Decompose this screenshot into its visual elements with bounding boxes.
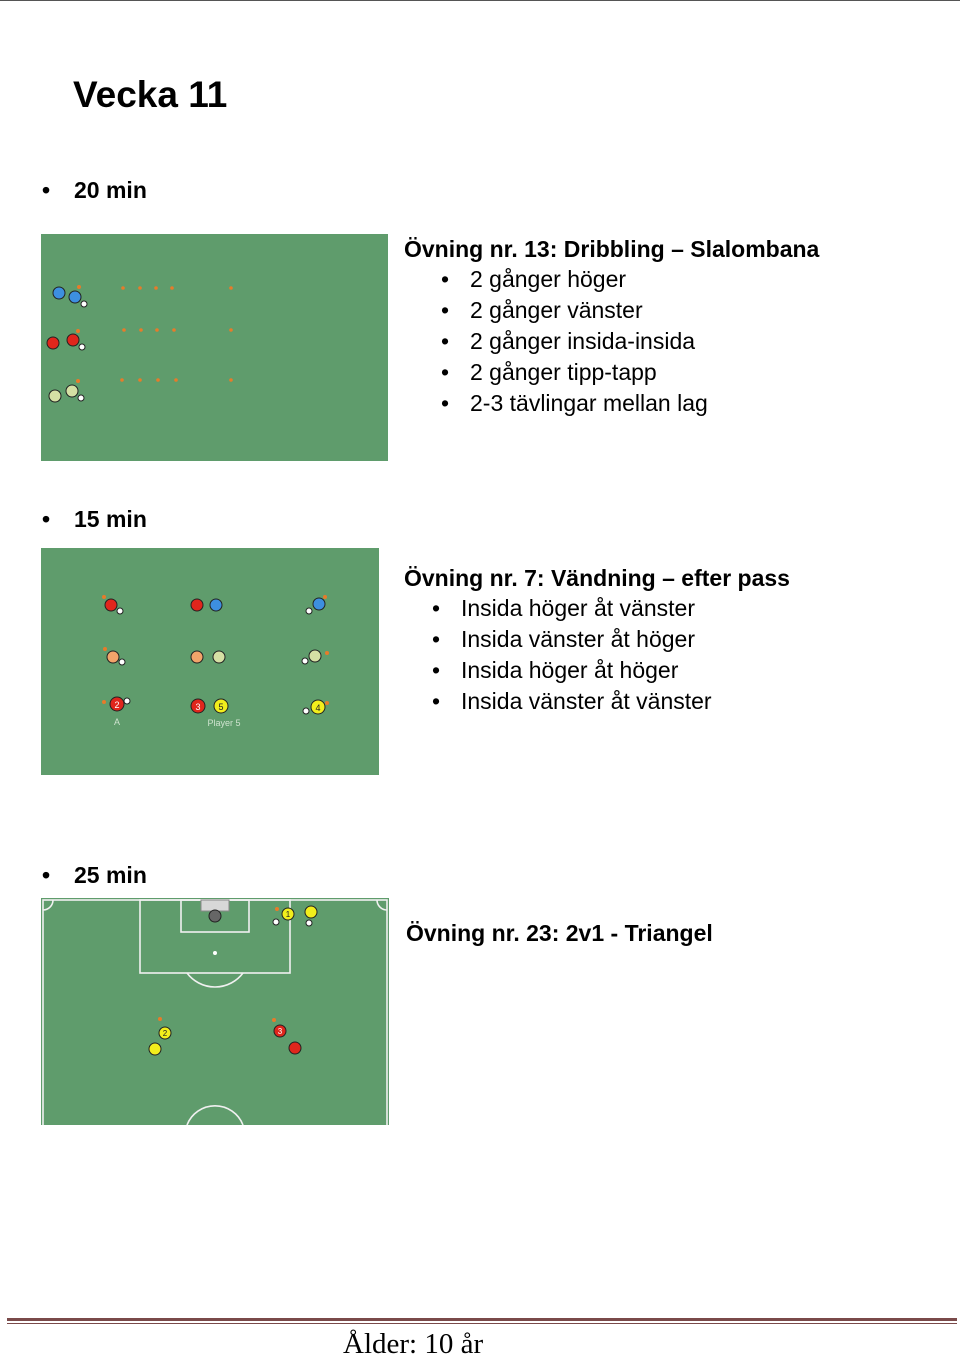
cone-icon bbox=[325, 651, 329, 655]
cone-icon bbox=[121, 286, 125, 290]
cone-icon bbox=[122, 328, 126, 332]
player-blue bbox=[69, 291, 81, 303]
player-2-label: 2 bbox=[114, 700, 120, 710]
ball-icon bbox=[306, 608, 312, 614]
top-rule bbox=[0, 0, 960, 1]
player-3-label: 3 bbox=[195, 702, 201, 712]
field-background bbox=[41, 234, 388, 461]
ball-icon bbox=[124, 698, 130, 704]
page-title: Vecka 11 bbox=[73, 74, 228, 115]
slalom-field-diagram bbox=[41, 234, 388, 461]
cone-icon bbox=[275, 907, 279, 911]
cone-icon bbox=[120, 378, 124, 382]
cone-icon bbox=[229, 378, 233, 382]
cone-icon bbox=[229, 328, 233, 332]
bullet-icon: • bbox=[432, 626, 441, 652]
list-item: • Insida vänster åt höger bbox=[432, 624, 712, 655]
bullet-icon: • bbox=[441, 266, 450, 292]
player-red bbox=[67, 334, 79, 346]
player-5-label: 5 bbox=[218, 702, 224, 712]
footer-rule bbox=[7, 1318, 957, 1321]
ball-icon bbox=[78, 395, 84, 401]
exercise-7-list bbox=[432, 593, 712, 717]
ball-icon bbox=[79, 344, 85, 350]
cone-icon bbox=[138, 286, 142, 290]
player-yellow bbox=[149, 1043, 161, 1055]
bullet-icon: • bbox=[42, 862, 51, 888]
goal-icon bbox=[201, 900, 229, 911]
player-4-label: 4 bbox=[315, 703, 321, 713]
pitch-diagram bbox=[41, 898, 389, 1125]
label-a: A bbox=[113, 717, 121, 727]
goalkeeper bbox=[209, 910, 221, 922]
list-item: • 2 gånger höger bbox=[441, 264, 708, 295]
exercise-7-title: Övning nr. 7: Vändning – efter pass bbox=[404, 565, 790, 591]
footer-rule-thin bbox=[7, 1323, 957, 1324]
bullet-icon: • bbox=[42, 506, 51, 532]
player-yellow bbox=[305, 906, 317, 918]
bullet-icon: • bbox=[441, 328, 450, 354]
cone-icon bbox=[158, 1017, 162, 1021]
cone-icon bbox=[103, 647, 107, 651]
cone-icon bbox=[77, 285, 81, 289]
player-red bbox=[47, 337, 59, 349]
bullet-icon: • bbox=[432, 657, 441, 683]
ball-icon bbox=[273, 919, 279, 925]
player-pale bbox=[49, 390, 61, 402]
cone-icon bbox=[76, 329, 80, 333]
cone-icon bbox=[102, 595, 106, 599]
ball-icon bbox=[306, 920, 312, 926]
bullet-icon: • bbox=[441, 297, 450, 323]
player-2-label: 2 bbox=[162, 1029, 168, 1038]
penalty-spot bbox=[213, 951, 217, 955]
ball-icon bbox=[303, 708, 309, 714]
list-item: • Insida vänster åt vänster bbox=[432, 686, 712, 717]
exercise-13-list bbox=[441, 264, 708, 419]
player-pale bbox=[213, 651, 225, 663]
cone-icon bbox=[156, 378, 160, 382]
player-red bbox=[289, 1042, 301, 1054]
cone-icon bbox=[139, 328, 143, 332]
field-background bbox=[41, 548, 379, 775]
cone-icon bbox=[155, 328, 159, 332]
player-pale bbox=[66, 385, 78, 397]
cone-icon bbox=[138, 378, 142, 382]
label-player5: Player 5 bbox=[207, 718, 241, 728]
player-orange bbox=[191, 651, 203, 663]
ball-icon bbox=[119, 659, 125, 665]
player-red bbox=[191, 599, 203, 611]
cone-icon bbox=[174, 378, 178, 382]
player-3-label: 3 bbox=[277, 1027, 283, 1036]
cone-icon bbox=[323, 595, 327, 599]
bullet-icon: • bbox=[441, 390, 450, 416]
list-item: • 2 gånger tipp-tapp bbox=[441, 357, 708, 388]
cone-icon bbox=[154, 286, 158, 290]
player-blue bbox=[210, 599, 222, 611]
cone-icon bbox=[76, 379, 80, 383]
player-orange bbox=[107, 651, 119, 663]
list-item: • 2 gånger insida-insida bbox=[441, 326, 708, 357]
ball-icon bbox=[81, 301, 87, 307]
list-item: • Insida höger åt vänster bbox=[432, 593, 712, 624]
cone-icon bbox=[229, 286, 233, 290]
cone-icon bbox=[102, 700, 106, 704]
footer-age: Ålder: 10 år bbox=[343, 1328, 484, 1360]
bullet-icon: • bbox=[432, 595, 441, 621]
section-2-duration: • 15 min bbox=[42, 506, 147, 532]
player-pale bbox=[309, 650, 321, 662]
cone-icon bbox=[325, 701, 329, 705]
ball-icon bbox=[117, 608, 123, 614]
list-item: • 2 gånger vänster bbox=[441, 295, 708, 326]
player-red bbox=[105, 599, 117, 611]
bullet-icon: • bbox=[432, 688, 441, 714]
cone-icon bbox=[170, 286, 174, 290]
exercise-23-title: Övning nr. 23: 2v1 - Triangel bbox=[406, 920, 713, 946]
turning-field-diagram bbox=[41, 548, 379, 775]
list-item: • Insida höger åt höger bbox=[432, 655, 712, 686]
list-item: • 2-3 tävlingar mellan lag bbox=[441, 388, 708, 419]
section-3-duration: • 25 min bbox=[42, 862, 147, 888]
player-blue bbox=[53, 287, 65, 299]
cone-icon bbox=[172, 328, 176, 332]
ball-icon bbox=[302, 658, 308, 664]
exercise-13-title: Övning nr. 13: Dribbling – Slalombana bbox=[404, 236, 820, 262]
bullet-icon: • bbox=[42, 177, 51, 203]
bullet-icon: • bbox=[441, 359, 450, 385]
section-1-duration: • 20 min bbox=[42, 177, 147, 203]
player-blue bbox=[313, 598, 325, 610]
cone-icon bbox=[272, 1018, 276, 1022]
player-1-label: 1 bbox=[285, 910, 291, 919]
